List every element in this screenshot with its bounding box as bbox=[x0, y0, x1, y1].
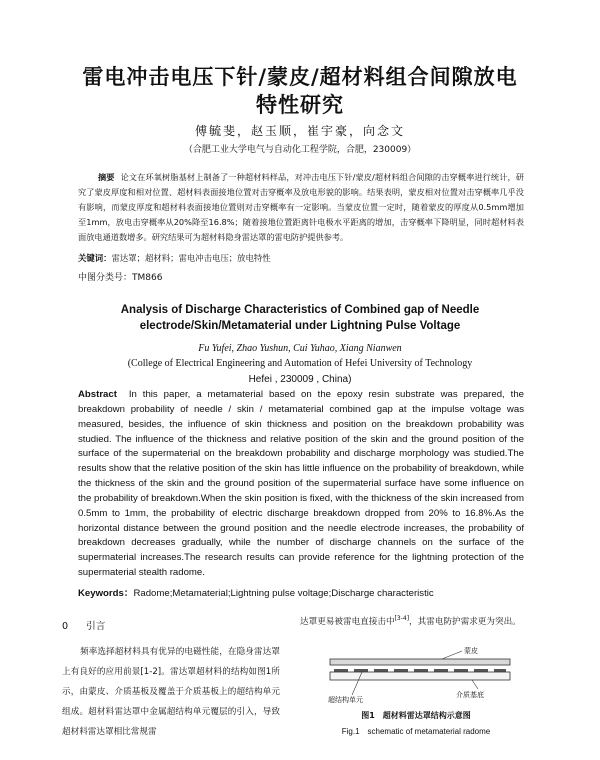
affiliation-cn: （合肥工业大学电气与自动化工程学院，合肥，230009） bbox=[183, 145, 417, 155]
abstract-cn bbox=[78, 170, 524, 245]
intro-left-column: 频率选择超材料具有优异的电磁性能，在隐身雷达罩上有良好的应用前景[1-2]。雷达罩超材料的结构如图1所示，由蒙皮、介质基板及覆盖于介质基板上的超结构单元组成。超材料雷达罩中金属超结构单元覆层的引入，导致超材料雷达罩相比常规雷 bbox=[62, 647, 280, 737]
figure-1-caption-en: Fig.1 schematic of metamaterial radome bbox=[341, 727, 491, 736]
clc-label: 中图分类号： bbox=[78, 273, 133, 283]
abstract-en-label: Abstract bbox=[78, 389, 117, 400]
label-substrate: 介质基底 bbox=[456, 691, 484, 699]
intro-right-text-b: ，其雷电防护需求更为突出。 bbox=[409, 616, 521, 627]
keywords-cn-text: 雷达罩；超材料；雷电冲击电压；放电特性 bbox=[111, 253, 271, 263]
paper-title-cn-line2: 特性研究 bbox=[256, 93, 344, 117]
section-heading bbox=[62, 618, 123, 632]
abstract-en-text: In this paper, a metamaterial based on the epoxy resin substrate was prepared, the breakdown probability of needle / skin / metamaterial combined gap at the impulse voltage was measured, besides, the influence of skin thickness and position on the breakdown probability was studied. The influence of the thickness and relative position of the skin and the ground position of the surface of the supermaterial on the breakdown probability and discharge morphology was studied.The results show that the relative position of the skin has little influence on the probability of breakdown, while the thickness of the skin and the ground position of the supermaterial surface have some influence on the probability of breakdown.When the skin position is fixed, with the thickness of the skin increased from 0.5mm to 1mm, the probability of electric discharge breakdown dropped from 20% to 16.8%.As the horizontal distance between the ground position and the needle electrode increases, the probability of breakdown decreases gradually, while the number of discharge channels on the surface of the supermaterial increases.The research results can provide reference for the lightning protection of the supermaterial stealth radome. bbox=[78, 389, 524, 579]
keywords-en-label: Keywords： bbox=[78, 588, 134, 599]
section-number: 0 bbox=[62, 621, 69, 632]
paper-title-cn-line1: 雷电冲击电压下针/蒙皮/超材料组合间隙放电 bbox=[82, 65, 518, 89]
city-en: Hefei , 230009 , China) bbox=[248, 374, 352, 385]
label-unit: 超结构单元 bbox=[328, 696, 363, 704]
skin-layer bbox=[330, 659, 510, 665]
unit-cells bbox=[334, 669, 506, 672]
abstract-en bbox=[78, 388, 524, 581]
keywords-en bbox=[78, 585, 538, 599]
abstract-cn-text: 论文在环氧树脂基材上制备了一种超材料样品，对冲击电压下针/蒙皮/超材料组合间隙的击穿概率进行统计，研究了蒙皮厚度和相对位置、超材料表面接地位置对击穿概率及放电形貌的影响。结果表明，蒙皮相对位置对击穿概率几乎没有影响，而蒙皮厚度和超材料表面接地位置则对击穿概率有一定影响。当蒙皮位置一定时，随着蒙皮的厚度从0.5mm增加至1mm，放电击穿概率从20%降至16.8%；随着接地位置距离针电极水平距离的增加，击穿概率下降明显，同时超材料表面放电通道数增多。研究结果可为超材料隐身雷达罩的雷电防护提供参考。 bbox=[78, 172, 524, 242]
paper-title-en-line1: Analysis of Discharge Characteristics of Combined gap of Needle bbox=[120, 304, 480, 316]
abstract-cn-label: 摘要 bbox=[98, 172, 115, 182]
clc-code: TM866 bbox=[132, 273, 163, 283]
citation-ref: [3-4] bbox=[394, 615, 410, 622]
label-skin: 蒙皮 bbox=[464, 647, 478, 655]
keywords-cn-label: 关键词： bbox=[78, 253, 112, 263]
section-title: 引言 bbox=[86, 621, 106, 632]
figure-1-caption-cn: 图1 超材料雷达罩结构示意图 bbox=[361, 711, 471, 720]
paper-title-en-line2: electrode/Skin/Metamaterial under Lightning Pulse Voltage bbox=[139, 320, 461, 332]
authors-cn: 傅毓斐，赵玉顺，崔宇豪，向念文 bbox=[194, 124, 405, 138]
clc-number bbox=[78, 270, 162, 283]
affiliation-en: (College of Electrical Engineering and Automation of Hefei University of Technology bbox=[127, 358, 473, 369]
intro-right-column bbox=[300, 610, 532, 631]
intro-right-text-a: 达罩更易被雷电直接击中 bbox=[300, 616, 395, 627]
figure-1-diagram bbox=[322, 645, 518, 705]
keywords-en-text: Radome;Metamaterial;Lightning pulse voltage;Discharge characteristic bbox=[133, 588, 434, 599]
keywords-cn bbox=[78, 252, 271, 264]
substrate-layer bbox=[330, 672, 510, 680]
authors-en: Fu Yufei, Zhao Yushun, Cui Yuhao, Xiang Nianwen bbox=[198, 343, 402, 354]
